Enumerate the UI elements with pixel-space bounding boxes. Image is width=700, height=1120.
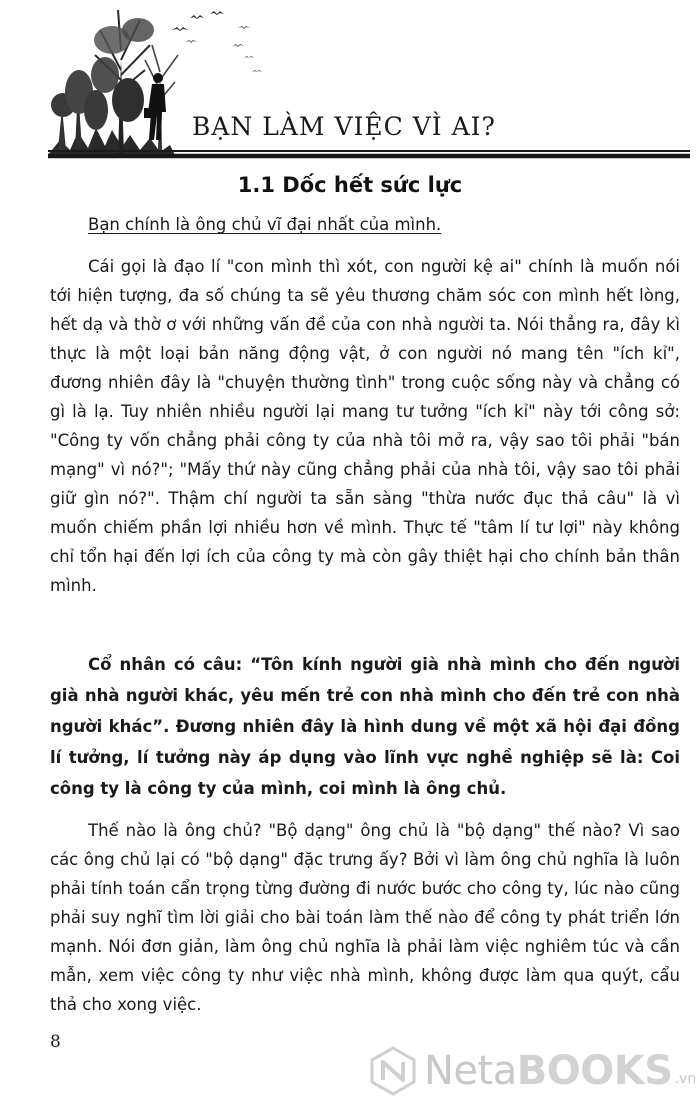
netabooks-logo-icon (368, 1046, 418, 1096)
watermark (368, 1046, 696, 1096)
watermark-brand-light: Neta (424, 1048, 517, 1094)
section-title: 1.1 Dốc hết sức lực (237, 173, 463, 197)
watermark-suffix: .vn (674, 1071, 697, 1087)
body-paragraph-1: Cái gọi là đạo lí "con mình thì xót, con người kệ ai" chính là muốn nói tới hiện tượng, đa số chúng ta sẽ yêu thương chăm sóc con mình hết lòng, hết dạ và thờ ơ với những vấn đề của con nhà người ta. Nói thẳng ra, đây kì thực là một loại bản năng động vật, ở con người nó mang tên "ích kỉ", đương nhiên đây là "chuyện thường tình" trong cuộc sống này và chẳng có gì là lạ. Tuy nhiên nhiều người lại mang tư tưởng "ích kỉ" này tới công sở: "Công ty vốn chẳng phải công ty của nhà tôi mở ra, vậy sao tôi phải "bán mạng" vì nó?"; "Mấy thứ này cũng chẳng phải của nhà tôi, vậy sao tôi phải giữ gìn nó?". Thậm chí người ta sẵn sàng "thừa nước đục thả câu" là vì muốn chiếm phần lợi nhiều hơn về mình. Thực tế "tâm lí tư lợi" này không chỉ tổn hại đến lợi ích của công ty mà còn gây thiệt hại cho chính bản thân mình. (50, 257, 680, 595)
body-paragraph-2: Thế nào là ông chủ? "Bộ dạng" ông chủ là "bộ dạng" thế nào? Vì sao các ông chủ lại có "bộ dạng" đặc trưng ấy? Bởi vì làm ông chủ nghĩa là luôn phải tính toán cẩn trọng từng đường đi nước bước cho công ty, lúc nào cũng phải suy nghĩ tìm lời giải cho bài toán làm thế nào để công ty phát triển lớn mạnh. Nói đơn giản, làm ông chủ nghĩa là phải làm việc nghiêm túc và cần mẫn, xem việc công ty như việc nhà mình, không được làm qua quýt, cẩu thả cho xong việc. (50, 821, 680, 1014)
chapter-title: BẠN LÀM VIỆC VÌ AI? (192, 112, 496, 141)
watermark-brand-bold: BOOKS (516, 1048, 673, 1094)
watermark-brand (424, 1048, 673, 1094)
page-number: 8 (50, 1032, 61, 1052)
chapter-header (0, 0, 700, 160)
section-subheading: Bạn chính là ông chủ vĩ đại nhất của mình. (88, 215, 442, 234)
quote-paragraph: Cổ nhân có câu: “Tôn kính người già nhà mình cho đến người già nhà người khác, yêu mến trẻ con nhà mình cho đến trẻ con nhà người khác”. Đương nhiên đây là hình dung về một xã hội đại đồng lí tưởng, lí tưởng này áp dụng vào lĩnh vực nghề nghiệp sẽ là: Coi công ty là công ty của mình, coi mình là ông chủ. (50, 655, 680, 798)
